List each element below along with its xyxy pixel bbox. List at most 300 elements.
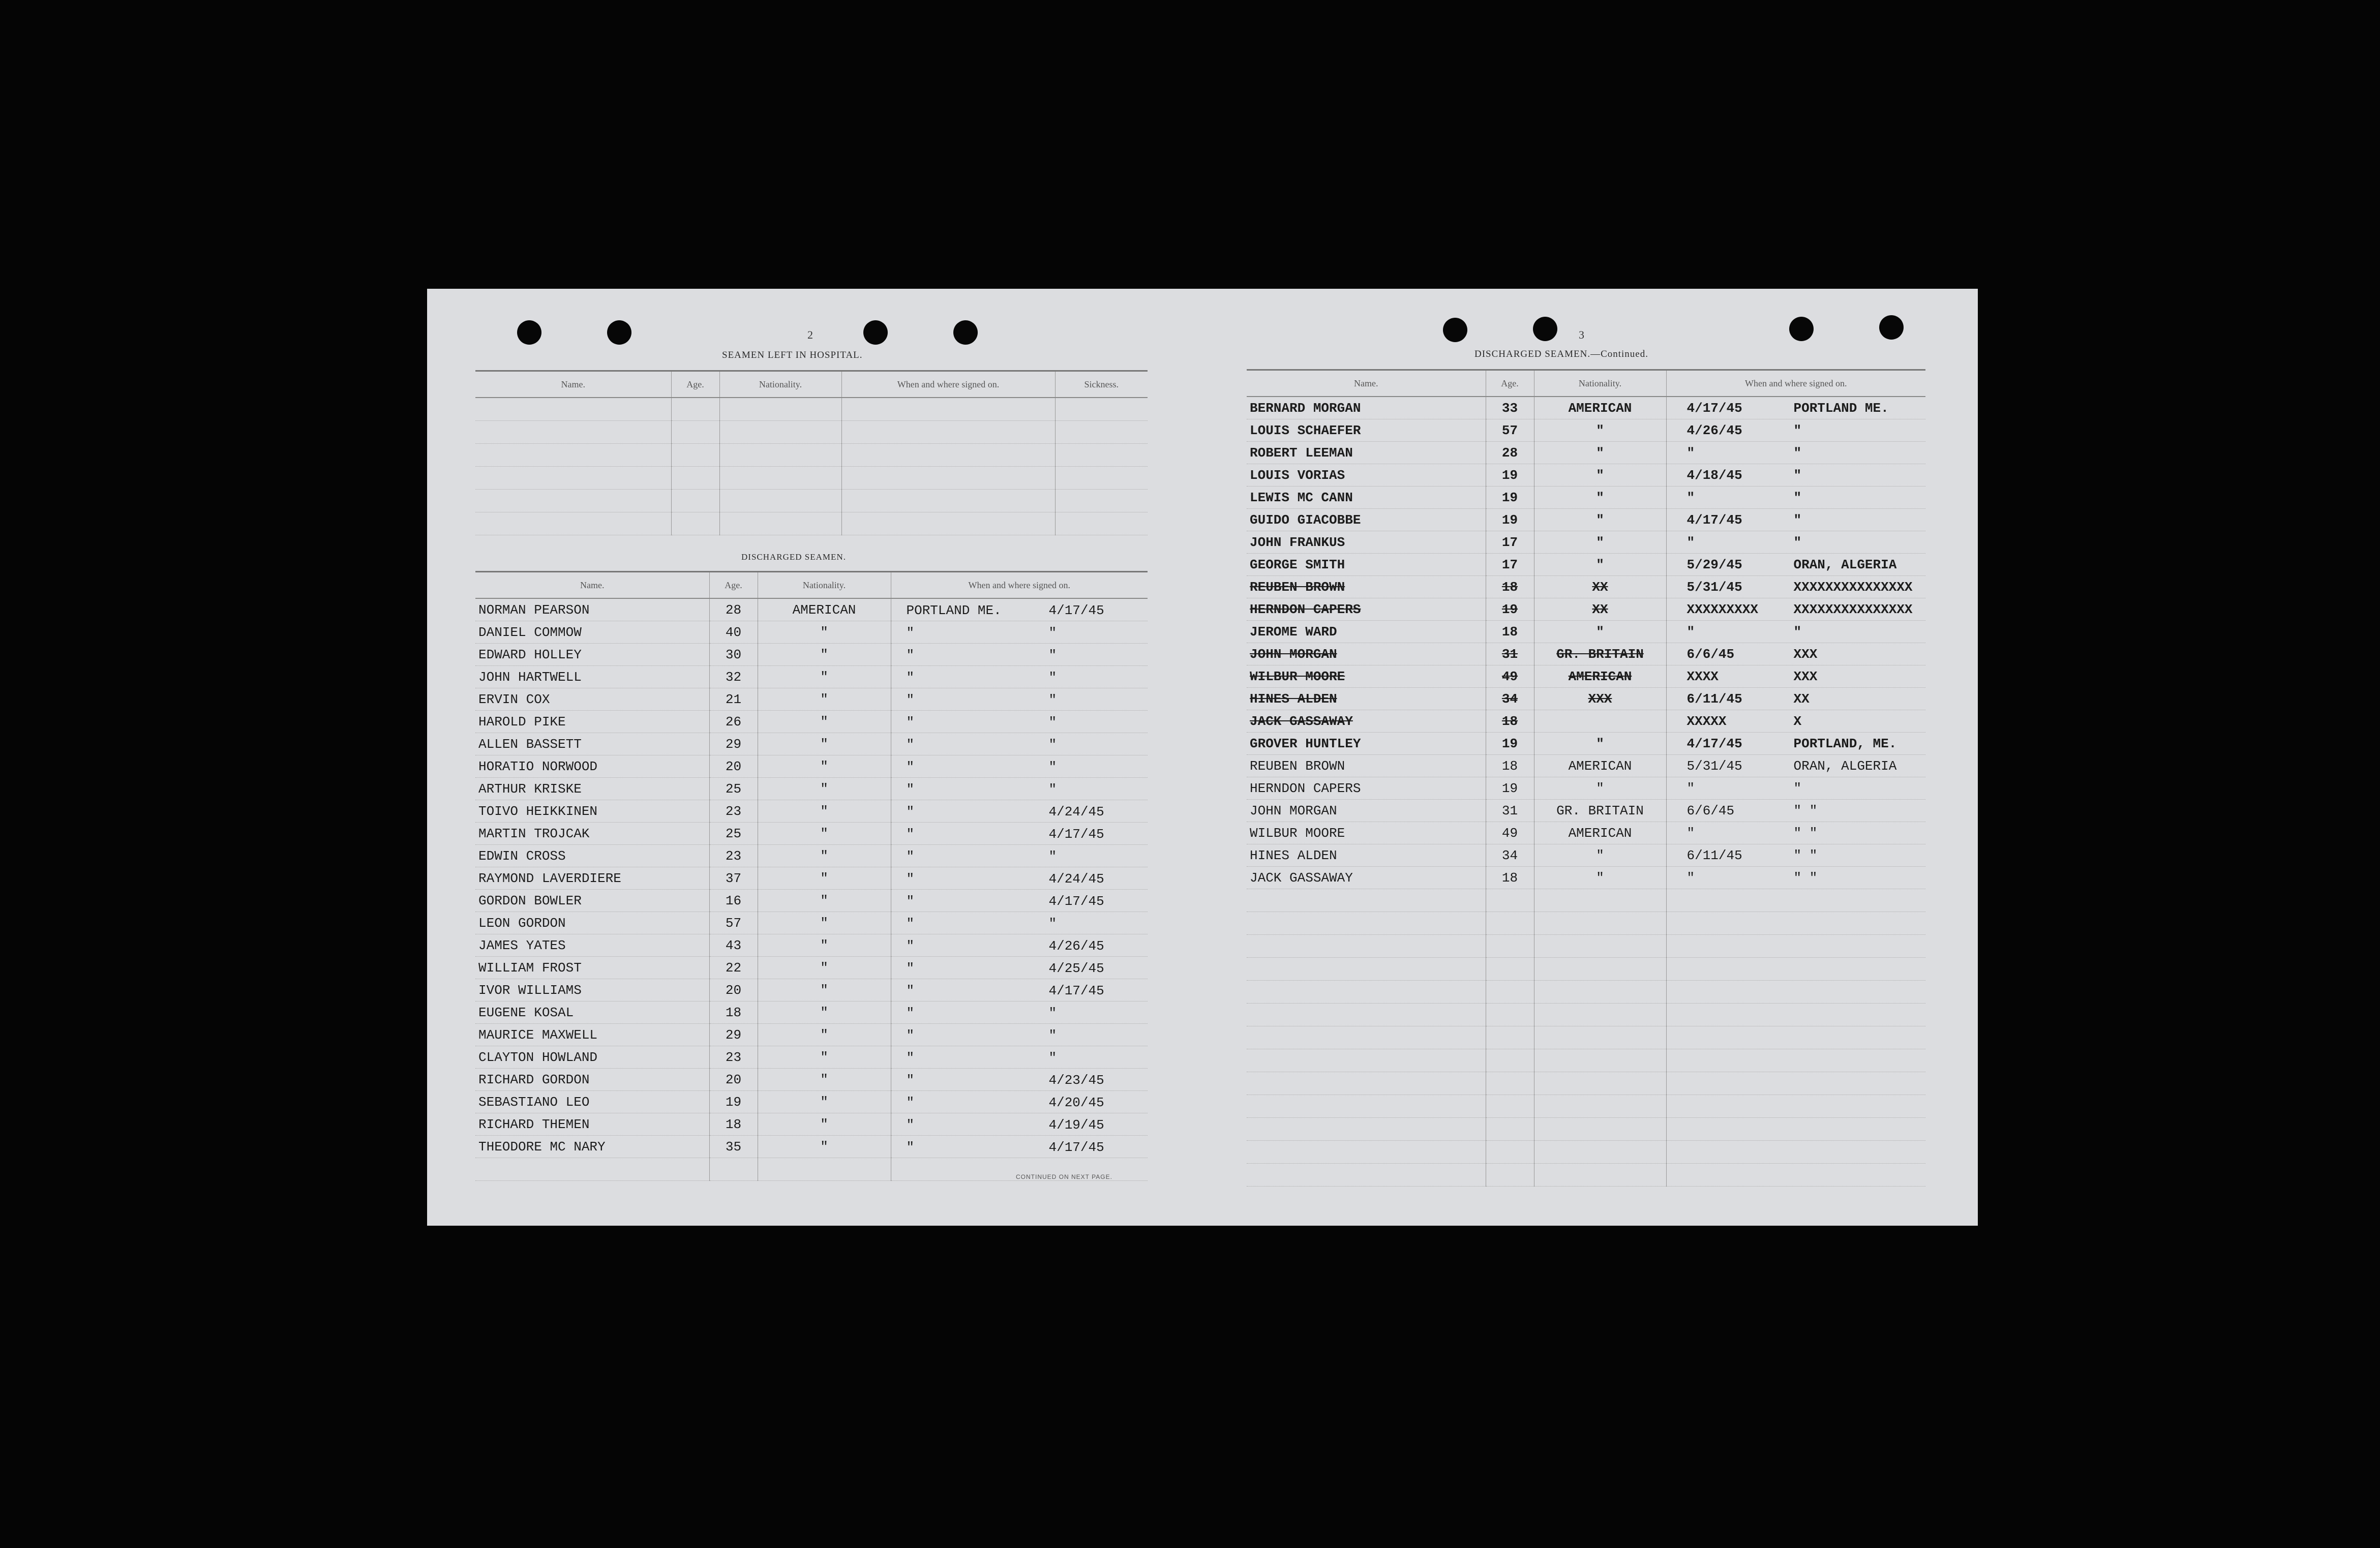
- signed-on-date: 4/17/45: [1048, 894, 1104, 909]
- signed-on-date: ": [1048, 625, 1057, 641]
- signed-on-cell: [1666, 777, 1925, 800]
- table-row: [1247, 800, 1925, 822]
- column-header: When and where signed on.: [1666, 370, 1925, 397]
- signed-on-place: " ": [1793, 870, 1818, 886]
- signed-on-cell: [891, 957, 1148, 979]
- signed-on-place: ": [906, 961, 915, 976]
- table-cell: ": [758, 1069, 891, 1091]
- table-row: [1247, 487, 1925, 509]
- table-cell: [1534, 710, 1666, 733]
- table-cell: WILLIAM FROST: [475, 957, 709, 979]
- table-cell: 18: [1486, 621, 1534, 643]
- signed-on-cell: [1666, 397, 1925, 419]
- table-cell: JOHN MORGAN: [1247, 800, 1486, 822]
- column-header: Age.: [671, 371, 719, 398]
- signed-on-place: ": [906, 894, 915, 909]
- blank-row: [475, 444, 1148, 467]
- table-cell: ": [1534, 777, 1666, 800]
- signed-on-date: 5/29/45: [1686, 557, 1742, 572]
- signed-on-cell: [891, 979, 1148, 1001]
- signed-on-cell: [1666, 710, 1925, 733]
- table-cell: REUBEN BROWN: [1247, 576, 1486, 598]
- signed-on-cell: [1666, 867, 1925, 889]
- signed-on-place: ": [906, 983, 915, 998]
- table-cell: 30: [709, 644, 758, 666]
- blank-row: [1247, 981, 1925, 1004]
- table-cell: ": [758, 1024, 891, 1046]
- signed-on-date: ": [1048, 916, 1057, 931]
- signed-on-date: ": [1048, 1006, 1057, 1021]
- table-row: [475, 1136, 1148, 1158]
- signed-on-place: PORTLAND ME.: [1793, 401, 1889, 416]
- table-cell: ": [758, 912, 891, 934]
- table-row: [475, 711, 1148, 733]
- punch-hole: [1533, 317, 1557, 341]
- table-cell: ": [1534, 487, 1666, 509]
- signed-on-date: ": [1048, 670, 1057, 685]
- signed-on-cell: [891, 778, 1148, 800]
- blank-row: [475, 512, 1148, 535]
- table-cell: 18: [1486, 710, 1534, 733]
- table-cell: ALLEN BASSETT: [475, 733, 709, 755]
- table-row: [475, 800, 1148, 823]
- table-cell: ": [758, 666, 891, 688]
- blank-row: [1247, 1118, 1925, 1141]
- signed-on-cell: [1666, 621, 1925, 643]
- table-cell: ": [1534, 509, 1666, 531]
- table-cell: 26: [709, 711, 758, 733]
- signed-on-date: ": [1048, 1050, 1057, 1066]
- signed-on-cell: [891, 644, 1148, 666]
- ledger-sheet: [427, 289, 1978, 1226]
- table-row: [475, 912, 1148, 934]
- signed-on-place: " ": [1793, 826, 1818, 841]
- punch-hole: [1443, 318, 1467, 342]
- table-cell: JACK GASSAWAY: [1247, 710, 1486, 733]
- table-cell: 32: [709, 666, 758, 688]
- table-cell: 31: [1486, 800, 1534, 822]
- table-row: [475, 957, 1148, 979]
- table-cell: EDWARD HOLLEY: [475, 644, 709, 666]
- table-row: [1247, 844, 1925, 867]
- signed-on-place: XXX: [1793, 647, 1818, 662]
- signed-on-cell: [891, 1069, 1148, 1091]
- table-cell: JEROME WARD: [1247, 621, 1486, 643]
- table-cell: RAYMOND LAVERDIERE: [475, 867, 709, 890]
- signed-on-date: 4/17/45: [1686, 512, 1742, 528]
- blank-row: [1247, 1095, 1925, 1118]
- signed-on-cell: [891, 1136, 1148, 1158]
- table-cell: ": [758, 755, 891, 778]
- table-row: [1247, 777, 1925, 800]
- table-cell: 28: [1486, 442, 1534, 464]
- blank-row: [1247, 1004, 1925, 1026]
- signed-on-place: ": [906, 804, 915, 819]
- table-cell: REUBEN BROWN: [1247, 755, 1486, 777]
- signed-on-place: ": [1793, 535, 1802, 550]
- signed-on-cell: [891, 733, 1148, 755]
- table-cell: 19: [1486, 487, 1534, 509]
- signed-on-place: ": [906, 648, 915, 663]
- signed-on-date: ": [1686, 624, 1695, 640]
- blank-row: [1247, 1049, 1925, 1072]
- table-cell: ": [1534, 531, 1666, 554]
- table-row: [1247, 621, 1925, 643]
- table-cell: ": [758, 979, 891, 1001]
- signed-on-place: ": [906, 1117, 915, 1133]
- table-cell: RICHARD GORDON: [475, 1069, 709, 1091]
- signed-on-date: 4/17/45: [1048, 983, 1104, 998]
- signed-on-cell: [1666, 487, 1925, 509]
- blank-row: [1247, 958, 1925, 981]
- signed-on-cell: [891, 800, 1148, 823]
- table-cell: ": [758, 1113, 891, 1136]
- table-cell: DANIEL COMMOW: [475, 621, 709, 644]
- table-row: [475, 733, 1148, 755]
- page-number: 3: [1579, 328, 1584, 341]
- table-row: [475, 1001, 1148, 1024]
- blank-row: [475, 467, 1148, 490]
- table-cell: 17: [1486, 531, 1534, 554]
- signed-on-date: 4/17/45: [1686, 401, 1742, 416]
- signed-on-cell: [891, 755, 1148, 778]
- blank-row: [475, 490, 1148, 512]
- signed-on-cell: [1666, 755, 1925, 777]
- table-cell: BERNARD MORGAN: [1247, 397, 1486, 419]
- signed-on-date: ": [1686, 445, 1695, 461]
- signed-on-cell: [1666, 442, 1925, 464]
- table-row: [475, 890, 1148, 912]
- signed-on-place: ": [906, 1140, 915, 1155]
- table-cell: LOUIS VORIAS: [1247, 464, 1486, 487]
- table-cell: ": [758, 711, 891, 733]
- signed-on-cell: [1666, 733, 1925, 755]
- table-row: [1247, 509, 1925, 531]
- signed-on-date: XXXXX: [1686, 714, 1727, 729]
- table-cell: 21: [709, 688, 758, 711]
- signed-on-place: ": [1793, 490, 1802, 505]
- table-row: [475, 934, 1148, 957]
- signed-on-place: ": [906, 1073, 915, 1088]
- table-cell: ": [758, 1136, 891, 1158]
- blank-row: [1247, 1072, 1925, 1095]
- table-cell: NORMAN PEARSON: [475, 598, 709, 621]
- table-row: [475, 979, 1148, 1001]
- table-cell: 20: [709, 1069, 758, 1091]
- table-cell: 40: [709, 621, 758, 644]
- table-cell: 49: [1486, 822, 1534, 844]
- signed-on-cell: [891, 598, 1148, 621]
- punch-hole: [517, 320, 541, 345]
- continued-note: CONTINUED ON NEXT PAGE.: [1016, 1173, 1112, 1180]
- section-title-discharged: DISCHARGED SEAMEN.: [741, 552, 846, 562]
- table-cell: WILBUR MOORE: [1247, 665, 1486, 688]
- hospital-table: [475, 370, 1148, 535]
- table-cell: 28: [709, 598, 758, 621]
- signed-on-date: 4/18/45: [1686, 468, 1742, 483]
- table-cell: HINES ALDEN: [1247, 688, 1486, 710]
- signed-on-date: ": [1686, 535, 1695, 550]
- signed-on-place: ": [906, 1095, 915, 1110]
- signed-on-date: 6/6/45: [1686, 647, 1735, 662]
- blank-row: [1247, 912, 1925, 935]
- table-row: [475, 1091, 1148, 1113]
- signed-on-cell: [891, 688, 1148, 711]
- table-row: [1247, 442, 1925, 464]
- table-row: [1247, 419, 1925, 442]
- table-cell: 57: [709, 912, 758, 934]
- signed-on-date: 5/31/45: [1686, 580, 1742, 595]
- signed-on-date: ": [1048, 849, 1057, 864]
- signed-on-place: ": [906, 1050, 915, 1066]
- table-cell: 17: [1486, 554, 1534, 576]
- signed-on-place: ": [906, 1006, 915, 1021]
- signed-on-date: 4/17/45: [1048, 1140, 1104, 1155]
- table-row: [1247, 688, 1925, 710]
- blank-row: [475, 398, 1148, 421]
- table-cell: ": [758, 957, 891, 979]
- signed-on-cell: [891, 711, 1148, 733]
- signed-on-place: PORTLAND ME.: [906, 603, 1002, 618]
- signed-on-cell: [891, 1091, 1148, 1113]
- table-cell: ": [1534, 733, 1666, 755]
- blank-row: [1247, 889, 1925, 912]
- signed-on-date: XXXX: [1686, 669, 1719, 684]
- signed-on-cell: [891, 1024, 1148, 1046]
- column-header: Name.: [475, 572, 709, 599]
- table-cell: ": [1534, 867, 1666, 889]
- table-cell: ": [1534, 844, 1666, 867]
- signed-on-place: ": [906, 871, 915, 887]
- table-cell: 18: [709, 1001, 758, 1024]
- signed-on-cell: [1666, 665, 1925, 688]
- table-cell: LEWIS MC CANN: [1247, 487, 1486, 509]
- table-row: [1247, 643, 1925, 665]
- table-row: [475, 598, 1148, 621]
- table-cell: THEODORE MC NARY: [475, 1136, 709, 1158]
- table-cell: LOUIS SCHAEFER: [1247, 419, 1486, 442]
- table-cell: 29: [709, 1024, 758, 1046]
- table-cell: 34: [1486, 844, 1534, 867]
- table-cell: ": [758, 733, 891, 755]
- signed-on-place: ": [906, 670, 915, 685]
- column-header: Nationality.: [719, 371, 841, 398]
- table-cell: 49: [1486, 665, 1534, 688]
- table-cell: RICHARD THEMEN: [475, 1113, 709, 1136]
- table-cell: IVOR WILLIAMS: [475, 979, 709, 1001]
- signed-on-date: 6/6/45: [1686, 803, 1735, 818]
- table-row: [475, 666, 1148, 688]
- signed-on-date: 4/26/45: [1048, 938, 1104, 954]
- signed-on-place: PORTLAND, ME.: [1793, 736, 1897, 751]
- table-cell: LEON GORDON: [475, 912, 709, 934]
- signed-on-place: ": [906, 916, 915, 931]
- table-cell: ": [758, 867, 891, 890]
- signed-on-cell: [891, 912, 1148, 934]
- table-cell: ": [1534, 419, 1666, 442]
- signed-on-date: 4/24/45: [1048, 871, 1104, 887]
- signed-on-date: ": [1048, 648, 1057, 663]
- table-cell: ": [758, 890, 891, 912]
- table-cell: MARTIN TROJCAK: [475, 823, 709, 845]
- punch-hole: [953, 320, 978, 345]
- table-row: [475, 845, 1148, 867]
- column-header: When and where signed on.: [841, 371, 1055, 398]
- table-cell: 16: [709, 890, 758, 912]
- table-cell: 23: [709, 1046, 758, 1069]
- table-cell: 20: [709, 979, 758, 1001]
- table-row: [1247, 531, 1925, 554]
- signed-on-cell: [891, 823, 1148, 845]
- table-cell: JAMES YATES: [475, 934, 709, 957]
- signed-on-cell: [891, 621, 1148, 644]
- table-cell: HINES ALDEN: [1247, 844, 1486, 867]
- signed-on-cell: [891, 845, 1148, 867]
- signed-on-cell: [1666, 800, 1925, 822]
- signed-on-place: ": [906, 1028, 915, 1043]
- discharged-table-right: [1247, 369, 1925, 1187]
- signed-on-cell: [1666, 464, 1925, 487]
- signed-on-place: ": [1793, 624, 1802, 640]
- table-cell: HERNDON CAPERS: [1247, 777, 1486, 800]
- table-cell: AMERICAN: [1534, 822, 1666, 844]
- table-row: [475, 1046, 1148, 1069]
- table-cell: 23: [709, 845, 758, 867]
- table-row: [475, 688, 1148, 711]
- table-cell: AMERICAN: [1534, 755, 1666, 777]
- column-header: Name.: [475, 371, 671, 398]
- signed-on-place: ": [1793, 445, 1802, 461]
- signed-on-cell: [891, 666, 1148, 688]
- signed-on-cell: [1666, 598, 1925, 621]
- signed-on-cell: [891, 1113, 1148, 1136]
- table-cell: GR. BRITAIN: [1534, 800, 1666, 822]
- column-header: Nationality.: [1534, 370, 1666, 397]
- column-header: When and where signed on.: [891, 572, 1148, 599]
- blank-row: [1247, 1141, 1925, 1164]
- signed-on-cell: [1666, 822, 1925, 844]
- signed-on-date: ": [1048, 760, 1057, 775]
- signed-on-date: 4/26/45: [1686, 423, 1742, 438]
- table-cell: TOIVO HEIKKINEN: [475, 800, 709, 823]
- column-header: Name.: [1247, 370, 1486, 397]
- table-row: [1247, 464, 1925, 487]
- column-header: Age.: [1486, 370, 1534, 397]
- table-cell: ": [1534, 442, 1666, 464]
- table-cell: GROVER HUNTLEY: [1247, 733, 1486, 755]
- column-header: Nationality.: [758, 572, 891, 599]
- signed-on-place: ": [1793, 781, 1802, 796]
- signed-on-date: 4/23/45: [1048, 1073, 1104, 1088]
- table-row: [475, 778, 1148, 800]
- table-cell: HERNDON CAPERS: [1247, 598, 1486, 621]
- table-cell: JOHN FRANKUS: [1247, 531, 1486, 554]
- table-cell: 18: [1486, 576, 1534, 598]
- table-cell: CLAYTON HOWLAND: [475, 1046, 709, 1069]
- table-row: [1247, 755, 1925, 777]
- table-row: [1247, 554, 1925, 576]
- table-cell: ": [1534, 554, 1666, 576]
- table-cell: 18: [1486, 755, 1534, 777]
- signed-on-date: ": [1048, 782, 1057, 797]
- signed-on-place: ": [906, 849, 915, 864]
- discharged-table-left: [475, 571, 1148, 1181]
- table-cell: 19: [1486, 598, 1534, 621]
- signed-on-date: ": [1686, 826, 1695, 841]
- signed-on-date: 4/17/45: [1048, 827, 1104, 842]
- table-cell: GR. BRITAIN: [1534, 643, 1666, 665]
- signed-on-place: ORAN, ALGERIA: [1793, 758, 1897, 774]
- table-cell: AMERICAN: [758, 598, 891, 621]
- column-header: Sickness.: [1055, 371, 1148, 398]
- signed-on-place: ": [906, 760, 915, 775]
- table-cell: ": [758, 1046, 891, 1069]
- table-row: [1247, 822, 1925, 844]
- table-cell: 37: [709, 867, 758, 890]
- signed-on-cell: [891, 867, 1148, 890]
- discharged-rows-left: [475, 598, 1148, 1181]
- blank-row: [1247, 935, 1925, 958]
- table-cell: ": [758, 688, 891, 711]
- signed-on-place: ": [906, 827, 915, 842]
- table-cell: 18: [1486, 867, 1534, 889]
- table-cell: ERVIN COX: [475, 688, 709, 711]
- table-cell: XX: [1534, 598, 1666, 621]
- signed-on-date: 5/31/45: [1686, 758, 1742, 774]
- signed-on-place: ": [906, 625, 915, 641]
- table-cell: EDWIN CROSS: [475, 845, 709, 867]
- signed-on-cell: [1666, 688, 1925, 710]
- section-title-hospital: SEAMEN LEFT IN HOSPITAL.: [722, 350, 863, 360]
- table-cell: HORATIO NORWOOD: [475, 755, 709, 778]
- signed-on-place: ": [1793, 512, 1802, 528]
- table-cell: ": [758, 778, 891, 800]
- table-cell: GEORGE SMITH: [1247, 554, 1486, 576]
- table-cell: 19: [1486, 733, 1534, 755]
- signed-on-date: ": [1686, 870, 1695, 886]
- signed-on-date: 4/25/45: [1048, 961, 1104, 976]
- signed-on-place: XXXXXXXXXXXXXXX: [1793, 602, 1913, 617]
- table-cell: ": [758, 621, 891, 644]
- table-cell: JACK GASSAWAY: [1247, 867, 1486, 889]
- table-cell: 19: [709, 1091, 758, 1113]
- table-row: [1247, 665, 1925, 688]
- table-cell: 19: [1486, 777, 1534, 800]
- table-cell: 22: [709, 957, 758, 979]
- table-cell: XXX: [1534, 688, 1666, 710]
- table-row: [1247, 397, 1925, 419]
- table-cell: 23: [709, 800, 758, 823]
- signed-on-place: ": [1793, 468, 1802, 483]
- table-row: [475, 644, 1148, 666]
- table-cell: 25: [709, 778, 758, 800]
- signed-on-cell: [1666, 554, 1925, 576]
- discharged-rows-right: [1247, 397, 1925, 1187]
- blank-row: [1247, 1026, 1925, 1049]
- table-cell: ARTHUR KRISKE: [475, 778, 709, 800]
- signed-on-date: 6/11/45: [1686, 691, 1742, 707]
- signed-on-cell: [1666, 419, 1925, 442]
- signed-on-place: ": [906, 782, 915, 797]
- table-cell: 25: [709, 823, 758, 845]
- table-cell: WILBUR MOORE: [1247, 822, 1486, 844]
- table-row: [1247, 733, 1925, 755]
- table-cell: ": [758, 1091, 891, 1113]
- table-cell: 34: [1486, 688, 1534, 710]
- table-cell: 19: [1486, 509, 1534, 531]
- signed-on-date: ": [1048, 1028, 1057, 1043]
- table-cell: MAURICE MAXWELL: [475, 1024, 709, 1046]
